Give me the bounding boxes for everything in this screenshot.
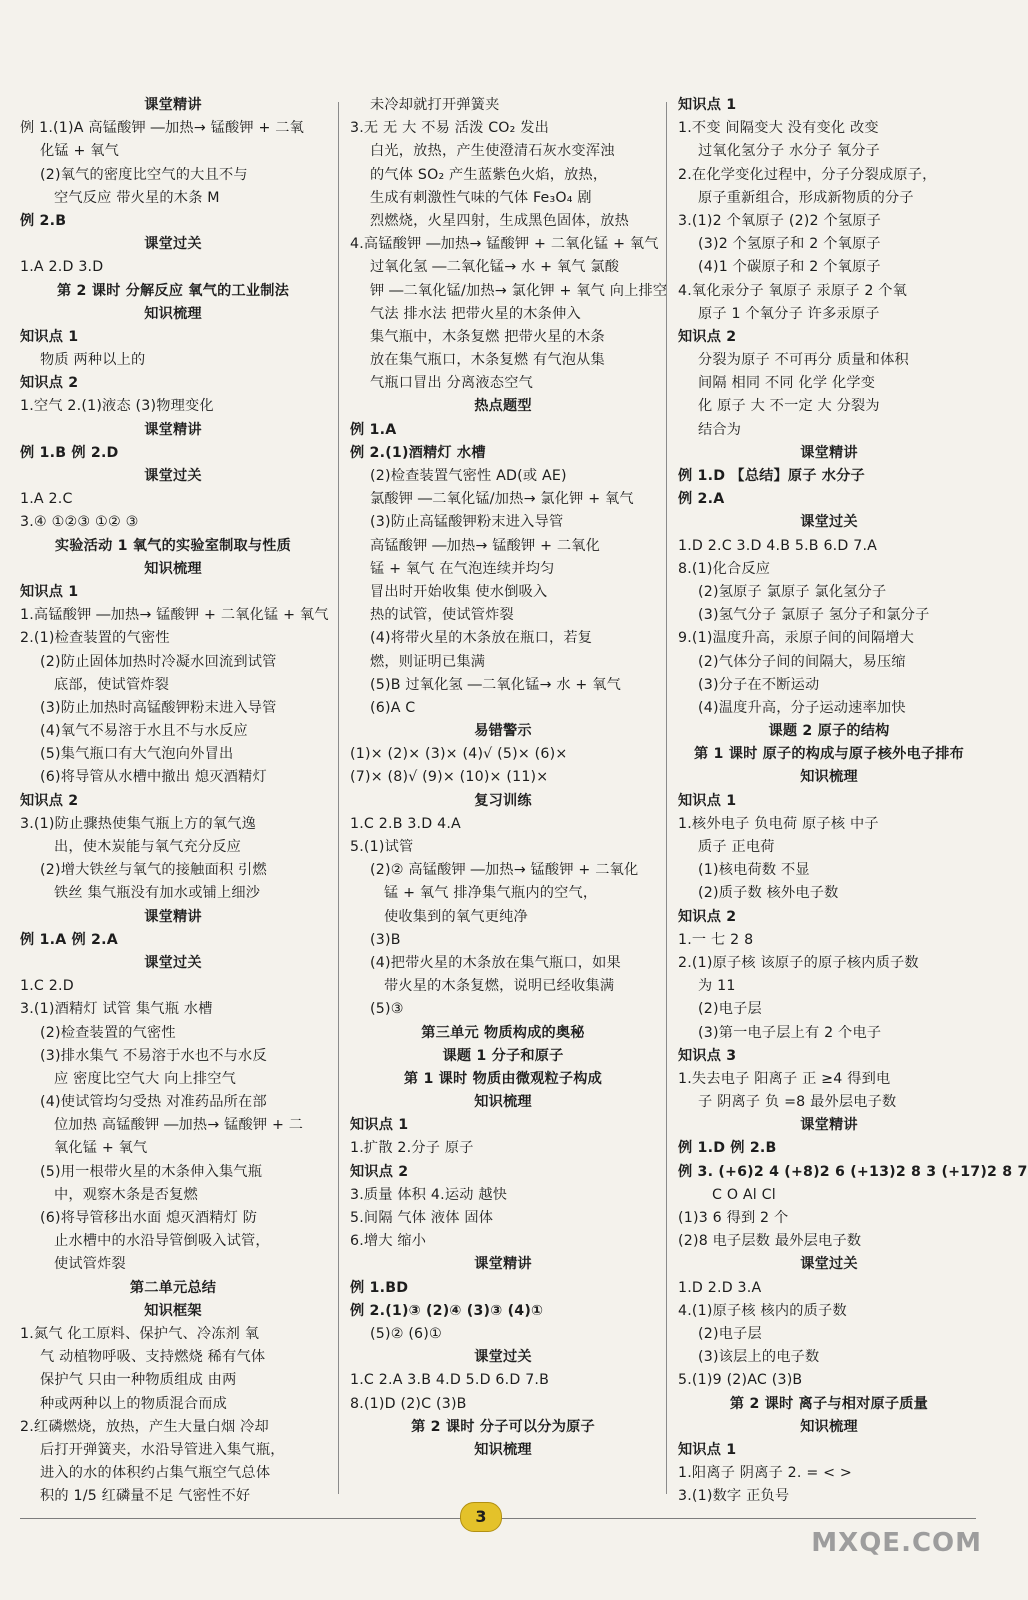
section-heading: 实验活动 1 氧气的实验室制取与性质	[54, 537, 292, 554]
answer-line: 3.(1)酒精灯 试管 集气瓶 水槽	[20, 1001, 213, 1018]
answer-line: (4)使试管均匀受热 对准药品所在部	[40, 1094, 267, 1111]
section-heading: 知识梳理	[800, 1418, 858, 1435]
answer-line: 出，使木炭能与氧气充分反应	[54, 839, 242, 855]
answer-line: (3)防止加热时高锰酸钾粉末进入导管	[40, 699, 277, 716]
column-middle	[350, 94, 668, 1494]
answer-line: (5)集气瓶口有大气泡向外冒出	[40, 746, 234, 763]
answer-line: 后打开弹簧夹，水沿导管进入集气瓶，	[40, 1441, 285, 1458]
answer-line: 气 动植物呼吸、支持燃烧 稀有气体	[40, 1349, 266, 1366]
answer-line: 原子重新组合，形成新物质的分子	[698, 189, 914, 206]
answer-line: 中，观察木条是否复燃	[54, 1186, 198, 1203]
answer-line: (3)B	[370, 931, 401, 948]
page-number: 3	[460, 1502, 502, 1532]
answer-line: (2)检查装置气密性 AD(或 AE)	[370, 468, 567, 484]
answer-line: (4)温度升高，分子运动速率加快	[698, 699, 906, 716]
answer-line: (2)电子层	[698, 1001, 762, 1018]
answer-line: 气瓶口冒出 分离液态空气	[370, 375, 533, 392]
answer-line: 热的试管，使试管炸裂	[370, 607, 514, 624]
answer-line: 过氧化氢分子 水分子 氧分子	[698, 143, 881, 160]
answer-line: 1.不变 间隔变大 没有变化 改变	[678, 120, 879, 137]
answer-line: (2)检查装置的气密性	[40, 1024, 176, 1041]
item-label: 例 1.D 【总结】原子 水分子	[678, 468, 865, 484]
answer-line: 高锰酸钾 ―加热→ 锰酸钾 + 二氧化	[370, 537, 601, 554]
answer-line: 使试管炸裂	[54, 1256, 126, 1273]
answer-line: C O Al Cl	[712, 1186, 776, 1203]
answer-line: 化 原子 大 不一定 大 分裂为	[698, 398, 880, 415]
answer-line: 5.(1)试管	[350, 839, 414, 855]
answer-line: 1.一 七 2 8	[678, 931, 754, 948]
section-heading: 第 2 课时 分解反应 氧气的工业制法	[56, 282, 290, 299]
answer-line: (2)防止固体加热时冷凝水回流到试管	[40, 653, 277, 670]
answer-line: 钾 ―二氧化锰/加热→ 氯化钾 + 氧气 向上排空	[370, 282, 668, 299]
answer-line: (6)将导管从水槽中撤出 熄灭酒精灯	[40, 769, 267, 786]
answer-line: (2)电子层	[698, 1325, 762, 1342]
answer-line: 原子 1 个氧分子 许多汞原子	[698, 305, 880, 322]
item-label: 例 1.A	[350, 421, 397, 438]
answer-line: 子 阴离子 负 =8 最外层电子数	[698, 1094, 897, 1111]
answer-line: 燃，则证明已集满	[370, 653, 486, 670]
item-label: 知识点 1	[350, 1117, 409, 1134]
answer-line: 例 1.(1)A 高锰酸钾 ―加热→ 锰酸钾 + 二氧	[20, 120, 305, 137]
answer-line: 3.无 无 大 不易 活泼 CO₂ 发出	[350, 120, 550, 137]
answer-line: 3.(1)防止骤热使集气瓶上方的氧气逸	[20, 815, 257, 832]
answer-line: 1.阳离子 阴离子 2. = < >	[678, 1465, 853, 1482]
answer-line: (1)× (2)× (3)× (4)√ (5)× (6)×	[350, 746, 568, 763]
item-label: 知识点 2	[20, 792, 79, 809]
section-heading: 课堂过关	[800, 1256, 858, 1273]
answer-line: 5.(1)9 (2)AC (3)B	[678, 1372, 803, 1389]
section-heading: 知识梳理	[144, 305, 202, 322]
answer-line: (3)氢气分子 氯原子 氢分子和氯分子	[698, 607, 930, 624]
answer-line: 4.高锰酸钾 ―加热→ 锰酸钾 + 二氧化锰 + 氧气	[350, 236, 659, 253]
section-heading: 课堂精讲	[144, 97, 202, 113]
answer-line: 未冷却就打开弹簧夹	[370, 97, 500, 113]
answer-line: 1.核外电子 负电荷 原子核 中子	[678, 815, 879, 832]
section-heading: 课堂过关	[144, 236, 202, 253]
answer-line: 结合为	[698, 421, 742, 438]
answer-line: 质子 正电荷	[698, 839, 775, 855]
section-heading: 课题 1 分子和原子	[442, 1047, 564, 1064]
section-heading: 课堂过关	[144, 468, 202, 484]
answer-line: 3.(1)数字 正负号	[678, 1488, 790, 1505]
section-heading: 易错警示	[474, 723, 532, 740]
answer-line: 冒出时开始收集 使水倒吸入	[370, 583, 548, 600]
answer-line: (2)氢原子 氯原子 氯化氢分子	[698, 583, 887, 600]
answer-line: (7)× (8)√ (9)× (10)× (11)×	[350, 769, 549, 786]
answer-line: 生成有刺激性气味的气体 Fe₃O₄ 剧	[370, 189, 592, 206]
section-heading: 知识梳理	[474, 1441, 532, 1458]
column-left	[20, 94, 329, 1505]
answer-line: 种或两种以上的物质混合而成	[40, 1395, 228, 1412]
answer-line: 空气反应 带火星的木条 M	[54, 189, 220, 206]
answer-line: 1.扩散 2.分子 原子	[350, 1140, 474, 1157]
item-label: 知识点 1	[678, 792, 737, 809]
item-label: 例 1.BD	[350, 1279, 409, 1296]
section-heading: 第 2 课时 离子与相对原子质量	[729, 1395, 929, 1412]
section-heading: 知识框架	[144, 1302, 202, 1319]
section-heading: 热点题型	[474, 398, 532, 415]
answer-line: 3.质量 体积 4.运动 越快	[350, 1186, 508, 1203]
answer-line: 1.氮气 化工原料、保护气、冷冻剂 氧	[20, 1325, 260, 1342]
answer-line: (3)2 个氢原子和 2 个氧原子	[698, 236, 881, 253]
answer-line: 1.C 2.D	[20, 978, 74, 995]
answer-line: 放在集气瓶口，木条复燃 有气泡从集	[370, 352, 605, 369]
answer-line: 3.(1)2 个氧原子 (2)2 个氢原子	[678, 212, 882, 229]
answer-line: 止水槽中的水沿导管倒吸入试管，	[54, 1233, 270, 1250]
answer-line: (2)8 电子层数 最外层电子数	[678, 1233, 862, 1250]
section-heading: 第三单元 物质构成的奥秘	[421, 1024, 585, 1041]
answer-line: (1)3 6 得到 2 个	[678, 1210, 789, 1226]
answer-line: (5)用一根带火星的木条伸入集气瓶	[40, 1163, 263, 1180]
answer-line: 锰 + 氧气 在气泡连续并均匀	[370, 560, 555, 577]
section-heading: 课题 2 原子的结构	[768, 723, 890, 740]
answer-line: 积的 1/5 红磷量不足 气密性不好	[40, 1488, 251, 1505]
item-label: 例 3. (+6)2 4 (+8)2 6 (+13)2 8 3 (+17)2 8 7	[678, 1163, 1028, 1180]
answer-line: (3)第一电子层上有 2 个电子	[698, 1024, 882, 1041]
answer-line: (2)② 高锰酸钾 ―加热→ 锰酸钾 + 二氧化	[370, 862, 639, 879]
answer-line: (4)将带火星的木条放在瓶口，若复	[370, 630, 593, 647]
section-heading: 第 1 课时 物质由微观粒子构成	[403, 1070, 603, 1087]
answer-line: 为 11	[698, 978, 736, 995]
section-heading: 第二单元总结	[129, 1279, 217, 1296]
item-label: 例 2.A	[678, 491, 725, 508]
answer-line: 4.氧化汞分子 氧原子 汞原子 2 个氧	[678, 282, 908, 299]
answer-line: 间隔 相同 不同 化学 化学变	[698, 375, 876, 392]
answer-line: 底部，使试管炸裂	[54, 676, 170, 693]
item-label: 例 2.B	[20, 212, 67, 229]
answer-line: 1.高锰酸钾 ―加热→ 锰酸钾 + 二氧化锰 + 氧气	[20, 607, 329, 624]
answer-line: 3.④ ①②③ ①② ③	[20, 514, 139, 531]
answer-line: 2.在化学变化过程中，分子分裂成原子，	[678, 166, 937, 183]
item-label: 例 1.A 例 2.A	[20, 931, 118, 948]
item-label: 知识点 2	[20, 375, 79, 392]
section-heading: 课堂过关	[800, 514, 858, 531]
answer-line: (2)增大铁丝与氧气的接触面积 引燃	[40, 862, 267, 879]
answer-line: 1.A 2.C	[20, 491, 73, 508]
answer-line: 锰 + 氧气 排净集气瓶内的空气，	[384, 885, 598, 902]
item-label: 例 1.D 例 2.B	[678, 1140, 777, 1157]
section-heading: 知识梳理	[474, 1094, 532, 1111]
answer-line: (5)③	[370, 1001, 404, 1018]
column-divider	[666, 102, 667, 1494]
answer-line: (1)核电荷数 不显	[698, 862, 810, 879]
section-heading: 知识梳理	[800, 769, 858, 786]
column-right	[678, 94, 1028, 1505]
answer-line: (3)防止高锰酸钾粉末进入导管	[370, 514, 564, 531]
answer-line: 1.D 2.C 3.D 4.B 5.B 6.D 7.A	[678, 537, 878, 554]
answer-line: 带火星的木条复燃，说明已经收集满	[384, 978, 615, 995]
answer-line: (4)把带火星的木条放在集气瓶口，如果	[370, 954, 621, 971]
answer-line: 氯酸钾 ―二氧化锰/加热→ 氯化钾 + 氧气	[370, 491, 634, 508]
answer-line: 物质 两种以上的	[40, 352, 146, 369]
answer-line: 铁丝 集气瓶没有加水或铺上细沙	[54, 885, 261, 902]
answer-line: 6.增大 缩小	[350, 1233, 427, 1250]
item-label: 知识点 1	[20, 328, 79, 345]
answer-line: 使收集到的氧气更纯净	[384, 908, 528, 925]
item-label: 例 1.B 例 2.D	[20, 444, 119, 461]
item-label: 例 2.(1)酒精灯 水槽	[350, 444, 486, 461]
answer-line: 2.(1)原子核 该原子的原子核内质子数	[678, 954, 919, 971]
item-label: 知识点 2	[678, 908, 737, 925]
section-heading: 第 2 课时 分子可以分为原子	[411, 1418, 595, 1435]
answer-line: 白光，放热，产生使澄清石灰水变浑浊	[370, 143, 615, 160]
answer-line: 气法 排水法 把带火星的木条伸入	[370, 305, 581, 322]
answer-page	[16, 94, 1028, 1505]
section-heading: 复习训练	[474, 792, 532, 809]
section-heading: 课堂精讲	[144, 421, 202, 438]
answer-line: 的气体 SO₂ 产生蓝紫色火焰，放热，	[370, 166, 608, 183]
item-label: 知识点 2	[350, 1163, 409, 1180]
column-divider	[338, 102, 339, 1494]
answer-line: 进入的水的体积约占集气瓶空气总体	[40, 1465, 271, 1482]
answer-line: 5.间隔 气体 液体 固体	[350, 1210, 494, 1226]
item-label: 知识点 1	[20, 583, 79, 600]
answer-line: (3)分子在不断运动	[698, 676, 820, 693]
answer-line: 1.A 2.D 3.D	[20, 259, 104, 276]
answer-line: (2)氧气的密度比空气的大且不与	[40, 166, 248, 183]
section-heading: 课堂精讲	[474, 1256, 532, 1273]
answer-line: (4)氧气不易溶于水且不与水反应	[40, 723, 248, 740]
answer-line: (5)B 过氧化氢 ―二氧化锰→ 水 + 氧气	[370, 676, 622, 693]
section-heading: 知识梳理	[144, 560, 202, 577]
answer-line: 2.(1)检查装置的气密性	[20, 630, 170, 647]
answer-line: 1.D 2.D 3.A	[678, 1279, 762, 1296]
item-label: 知识点 1	[678, 1441, 737, 1458]
section-heading: 课堂过关	[474, 1349, 532, 1366]
answer-line: 过氧化氢 ―二氧化锰→ 水 + 氧气 氯酸	[370, 259, 620, 276]
answer-line: (5)② (6)①	[370, 1325, 442, 1342]
section-heading: 课堂精讲	[144, 908, 202, 925]
answer-line: 分裂为原子 不可再分 质量和体积	[698, 352, 909, 369]
answer-line: (3)排水集气 不易溶于水也不与水反	[40, 1047, 267, 1064]
answer-line: 8.(1)D (2)C (3)B	[350, 1395, 467, 1412]
section-heading: 第 1 课时 原子的构成与原子核外电子排布	[693, 746, 965, 763]
answer-line: 1.C 2.B 3.D 4.A	[350, 815, 461, 832]
item-label: 例 2.(1)③ (2)④ (3)③ (4)①	[350, 1302, 544, 1319]
item-label: 知识点 1	[678, 97, 737, 113]
answer-line: (4)1 个碳原子和 2 个氧原子	[698, 259, 881, 276]
section-heading: 课堂精讲	[800, 1117, 858, 1134]
answer-line: 保护气 只由一种物质组成 由两	[40, 1372, 237, 1389]
answer-line: (3)该层上的电子数	[698, 1349, 820, 1366]
section-heading: 课堂精讲	[800, 444, 858, 461]
answer-line: (2)质子数 核外电子数	[698, 885, 839, 902]
answer-line: 8.(1)化合反应	[678, 560, 771, 577]
answer-line: 1.空气 2.(1)液态 (3)物理变化	[20, 398, 214, 415]
answer-line: 集气瓶中，木条复燃 把带火星的木条	[370, 328, 605, 345]
answer-line: 2.红磷燃烧，放热，产生大量白烟 冷却	[20, 1418, 269, 1435]
answer-line: 烈燃烧，火星四射，生成黑色固体，放热	[370, 212, 629, 229]
answer-line: 4.(1)原子核 核内的质子数	[678, 1302, 847, 1319]
watermark-text: MXQE.COM	[811, 1528, 982, 1558]
item-label: 知识点 3	[678, 1047, 737, 1064]
answer-line: 氧化锰 + 氧气	[54, 1140, 148, 1157]
section-heading: 课堂过关	[144, 954, 202, 971]
answer-line: (6)将导管移出水面 熄灭酒精灯 防	[40, 1210, 258, 1226]
answer-line: 化锰 + 氧气	[40, 143, 120, 160]
answer-line: 1.失去电子 阳离子 正 ≥4 得到电	[678, 1070, 891, 1087]
answer-line: (6)A C	[370, 699, 416, 716]
answer-line: (2)气体分子间的间隔大，易压缩	[698, 653, 906, 670]
item-label: 知识点 2	[678, 328, 737, 345]
answer-line: 9.(1)温度升高，汞原子间的间隔增大	[678, 630, 915, 647]
answer-line: 1.C 2.A 3.B 4.D 5.D 6.D 7.B	[350, 1372, 550, 1389]
answer-line: 位加热 高锰酸钾 ―加热→ 锰酸钾 + 二	[54, 1117, 304, 1134]
answer-line: 应 密度比空气大 向上排空气	[54, 1070, 237, 1087]
